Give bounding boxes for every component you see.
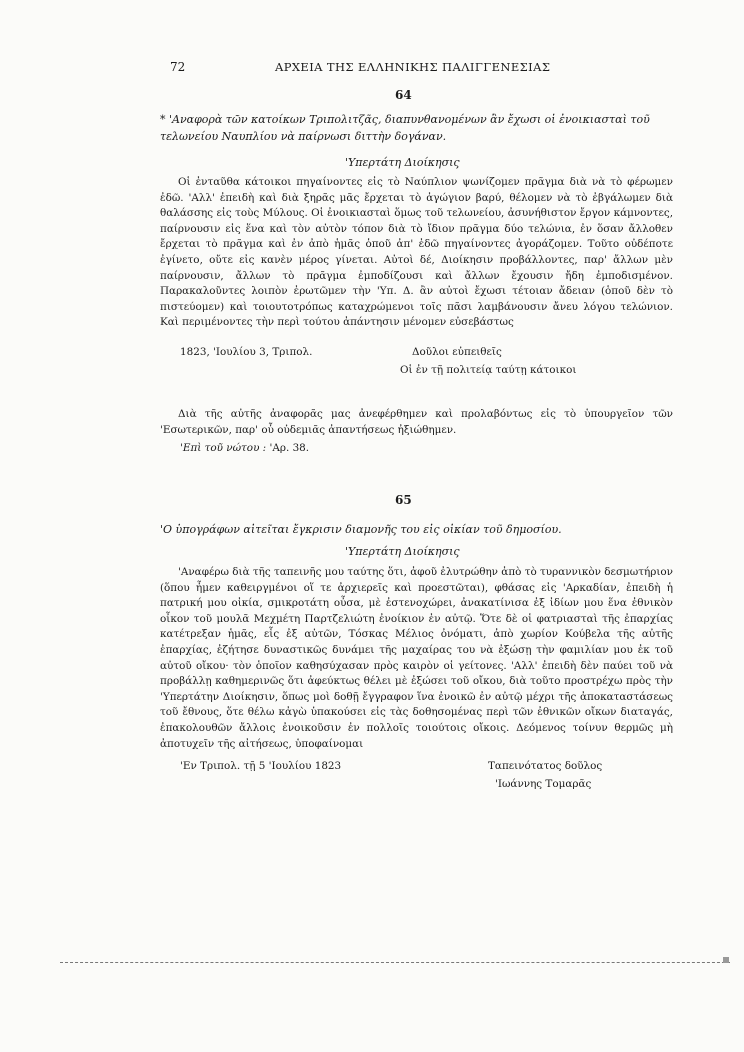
document-65-body xyxy=(160,565,673,752)
document-64-salutation: 'Υπερτάτη Διοίκησις xyxy=(345,156,460,169)
document-65-closing: Ταπεινότατος δοῦλος xyxy=(488,760,603,772)
endorsement-label: 'Επὶ τοῦ νώτου : xyxy=(180,442,267,454)
document-65-body-paragraph: 'Αναφέρω διὰ τῆς ταπεινῆς μου ταύτης ὅτι, ἀφοῦ ἐλυτρώθην ἀπὸ τὸ τυραννικὸν δεσμωτήριον (ὅπου ἦμεν καθειργμένοι οἵ τε ἀρχιερεῖς καὶ προεστῶται), φθάσας εἰς 'Αρκαδίαν, ἐπειδὴ ἡ πατρική μου οἰκία, σμικροτάτη οὖσα, μὲ ἐστενοχώρει, ἀνακατίνισα ἐξ ἰδίων μου ἕνα ἐθνικὸν οἶκον τοῦ μουλᾶ Μεχμέτη Παρτζελιώτη ἐνοίκιον ἐν αὐτῷ. Ὅτε δὲ οἱ φατριασταὶ τῆς ἐπαρχίας κατέτρεξαν ἡμᾶς, εἷς ἐξ αὐτῶν, Τόσκας Μέλιος ὀνόματι, ἀπὸ χωρίον Κούβελα τῆς αὐτῆς ἐπαρχίας, ἐζήτησε δυναστικῶς δυνάμει τῆς μαχαίρας του νὰ ἐξώσῃ τὴν φαμιλίαν μου ἐκ τοῦ αὐτοῦ οἴκου· τὸν ὁποῖον καθησύχασαν πρὸς καιρὸν οἱ γείτονες. 'Αλλ' ἐπειδὴ δὲν παύει τοῦ νὰ προβάλλῃ καθημερινῶς ὅτι ἀφεύκτως θέλει μὲ ἐξώσει τοῦ οἴκου, διὰ τοῦτο προστρέχω πρὸς τὴν 'Υπερτάτην Διοίκησιν, ὅπως μοὶ δοθῇ ἔγγραφον ἵνα ἐνοικῶ ἐν αὐτῷ μέχρι τῆς ἀποκαταστάσεως τοῦ ἔθνους, ὅτε θέλω κἀγὼ ὑπακούσει εἰς τὰς δοθησομένας περὶ τῶν ἐθνικῶν οἴκων διαταγάς, ἐπακολουθῶν ἄλλοις ἐνοικοῦσιν ἐν πολλοῖς τοιούτοις οἴκοις. Δεόμενος τοίνυν θερμῶς μὴ ἀποτυχεῖν τῆς αἰτήσεως, ὑποφαίνομαι xyxy=(160,566,673,750)
document-65-title: 'Ο ὑπογράφων αἰτεῖται ἔγκρισιν διαμονῆς του εἰς οἰκίαν τοῦ δημοσίου. xyxy=(160,523,562,536)
document-64-note xyxy=(160,407,673,438)
document-64-title-line-1: * 'Αναφορὰ τῶν κατοίκων Τριπολιτζᾶς, διαπυνθανομένων ἂν ἔχωσι οἱ ἐνοικιασταὶ τοῦ xyxy=(160,113,650,126)
document-64-body-paragraph: Οἱ ἐνταῦθα κάτοικοι πηγαίνοντες εἰς τὸ Ναύπλιον ψωνίζομεν πρᾶγμα διὰ νὰ τὸ φέρωμεν ἐδῶ. 'Αλλ' ἐπειδὴ καὶ διὰ ξηρᾶς μᾶς ἔρχεται τὸ ἀγώγιον βαρύ, θέλομεν νὰ τὸ ἐβγάλωμεν διὰ θαλάσσης εἰς τοὺς Μύλους. Οἱ ἐνοικιασταὶ ὅμως τοῦ τελωνείου, ἀσυνήθιστον ἔργον κάμνοντες, παίρνουσιν εἰς ἕνα καὶ τὸν αὐτὸν τόπον διὰ τὸ ἴδιον πρᾶγμα δύο τελώνια, ἐν ὅσαν ἄλλοθεν ἔρχεται τὸ πρᾶγμα καὶ ἐν ἀπὸ ἡμᾶς ὁποῦ ἀπ' ἐδῶ πηγαίνοντες ἀγοράζομεν. Τοῦτο οὐδέποτε ἐγίνετο, οὔτε εἰς κανὲν μέρος γίνεται. Αὐτοὶ δέ, Διοίκησιν προβάλλοντες, παρ' ἄλλων μὲν παίρνουσιν, ἄλλων τὸ πρᾶγμα ἐμποδίζουσι καὶ ἄλλων ἔχουσιν ἤδη ἐμποδισμένον. Παρακαλοῦντες λοιπὸν ἐρωτῶμεν τὴν 'Υπ. Δ. ἂν αὐτοὶ ἔχωσι τέτοιαν ἄδειαν (ὁποῦ δὲν τὸ πιστεύομεν) καὶ τοιουτοτρόπως καταχρώμενοι τοῖς πᾶσι λαμβάνουσιν ἄνευ λόγου τελώνιον. Καὶ περιμένοντες τὴν περὶ τούτου ἀπάντησιν μένομεν εὐσεβάστως xyxy=(160,176,673,329)
document-64-signature: Οἱ ἐν τῇ πολιτείᾳ ταύτῃ κάτοικοι xyxy=(400,364,577,376)
document-65-number: 65 xyxy=(395,493,412,507)
endorsement-value: 'Αρ. 38. xyxy=(269,442,310,454)
document-64-number: 64 xyxy=(395,88,412,102)
scan-edge-mark xyxy=(723,957,729,963)
document-64-endorsement xyxy=(180,442,309,454)
running-head: ΑΡΧΕΙΑ ΤΗΣ ΕΛΛΗΝΙΚΗΣ ΠΑΛΙΓΓΕΝΕΣΙΑΣ xyxy=(275,60,551,74)
page-number: 72 xyxy=(170,60,186,74)
document-64-body xyxy=(160,175,673,331)
document-65-salutation: 'Υπερτάτη Διοίκησις xyxy=(345,545,460,558)
document-64-note-paragraph: Διὰ τῆς αὐτῆς ἀναφορᾶς μας ἀνεφέρθημεν καὶ προλαβόντως εἰς τὸ ὑπουργεῖον τῶν 'Εσωτερικῶν, παρ' οὗ οὐδεμιᾶς ἀπαντήσεως ἠξιώθημεν. xyxy=(160,408,673,436)
document-65-signature: 'Ιωάννης Τομαρᾶς xyxy=(495,778,592,790)
document-65-date: 'Εν Τριπολ. τῇ 5 'Ιουλίου 1823 xyxy=(180,760,342,772)
document-64-closing: Δοῦλοι εὐπειθεῖς xyxy=(412,346,502,358)
document-64-title-line-2: τελωνείου Ναυπλίου νὰ παίρνωσι διττὴν δογάναν. xyxy=(160,130,447,143)
document-64-date: 1823, 'Ιουλίου 3, Τριπολ. xyxy=(180,346,313,358)
scan-edge-line xyxy=(60,962,730,963)
